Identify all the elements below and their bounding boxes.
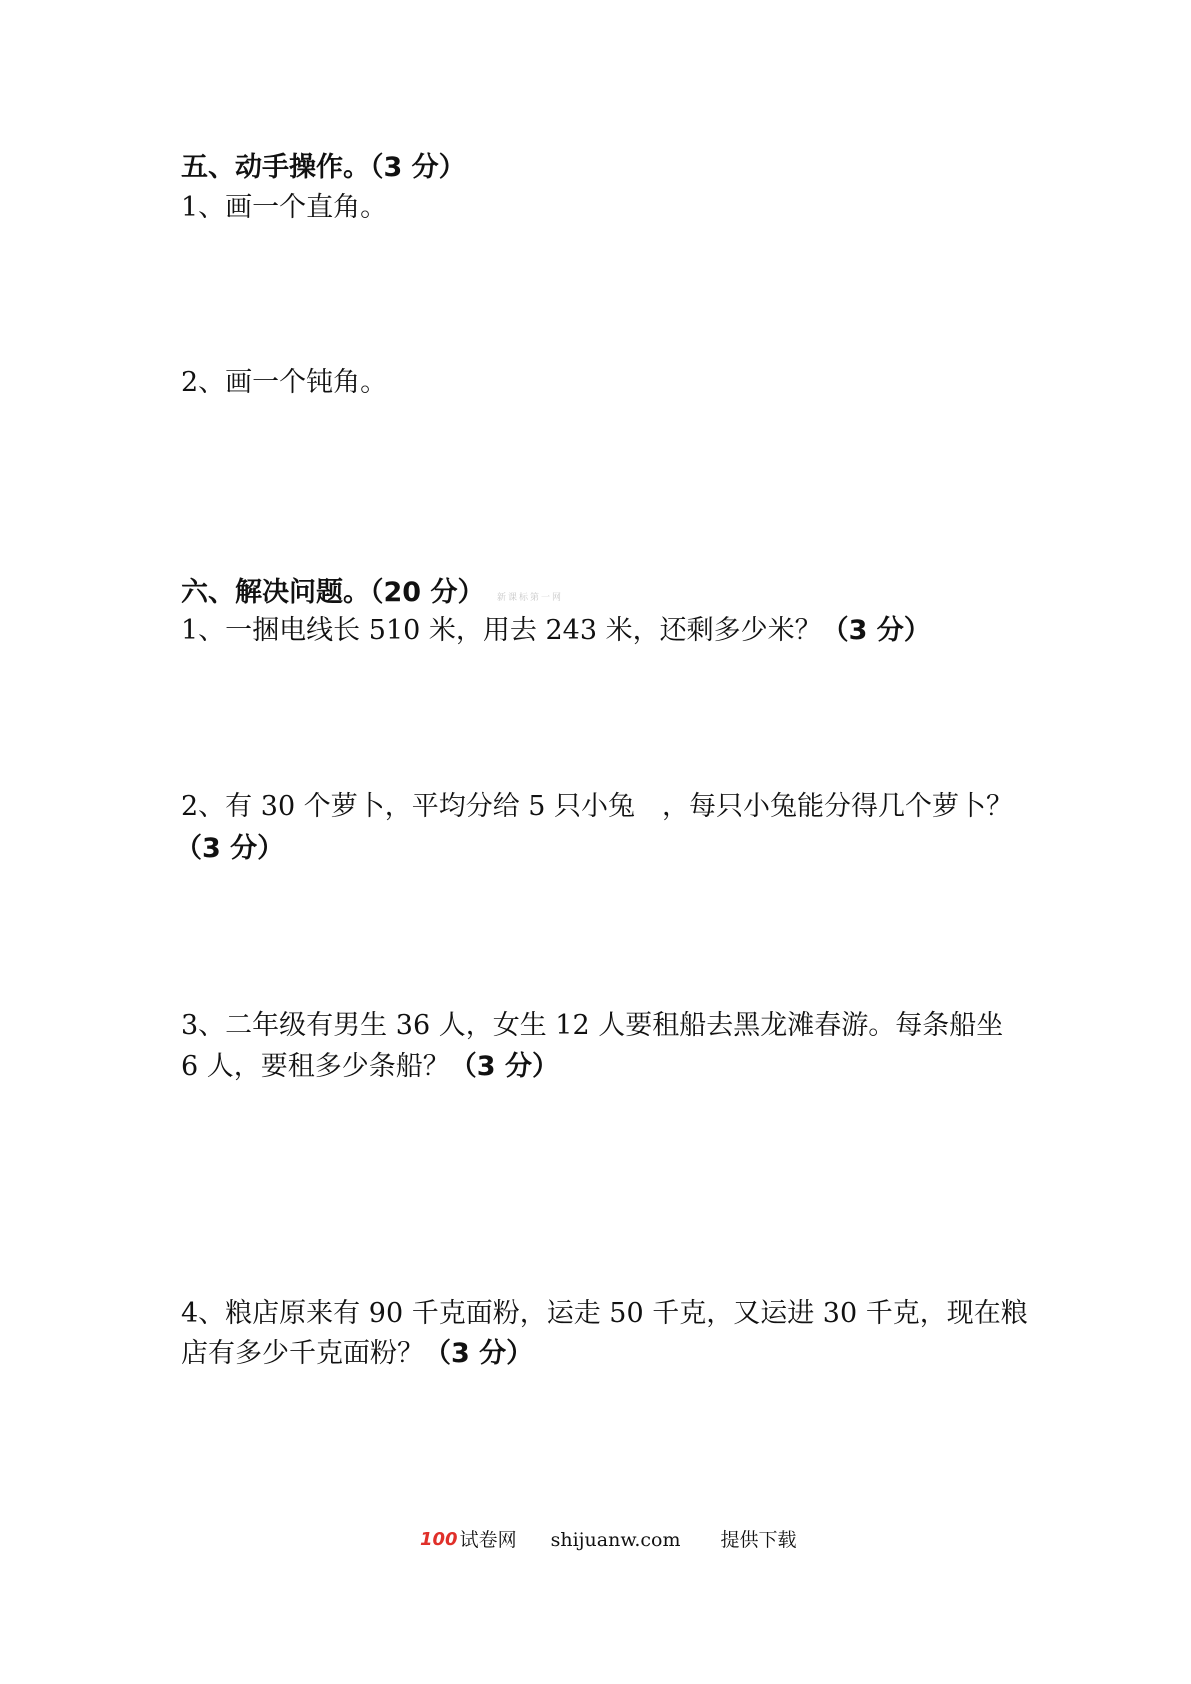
- section-5-heading: [181, 151, 466, 185]
- section-5-title: 五、动手操作。: [181, 152, 370, 183]
- site-slogan: 提供下载: [720, 1529, 797, 1551]
- section-6-question-3-line-1: 3、二年级有男生 36 人，女生 12 人要租船去黑龙滩春游。每条船坐: [181, 1010, 1004, 1041]
- question-1-score: （3 分）: [821, 615, 931, 646]
- question-2-score: （3 分）: [175, 833, 285, 864]
- question-1-text: 1、一捆电线长 510 米，用去 243 米，还剩多少米？: [181, 615, 822, 646]
- question-3-text-line-2: 6 人，要租多少条船？: [181, 1051, 450, 1082]
- section-6-question-1: [181, 614, 931, 648]
- section-6-question-4-line-2: [181, 1337, 533, 1371]
- section-5-question-2: 2、画一个钝角。: [181, 367, 388, 398]
- site-name: 试卷网: [459, 1529, 517, 1551]
- question-4-text-line-2: 店有多少千克面粉？: [181, 1338, 424, 1369]
- section-6-question-3-line-2: [181, 1050, 559, 1084]
- question-4-score: （3 分）: [424, 1338, 534, 1369]
- site-logo-number: 100: [420, 1529, 458, 1550]
- site-domain: shijuanw.com: [550, 1529, 681, 1551]
- question-3-score: （3 分）: [449, 1051, 559, 1082]
- page-footer: [420, 1528, 797, 1552]
- section-5-question-1: 1、画一个直角。: [181, 192, 388, 223]
- section-6-score: （20 分）: [370, 577, 485, 608]
- section-6-question-4-line-1: 4、粮店原来有 90 千克面粉，运走 50 千克，又运进 30 千克，现在粮: [181, 1298, 1028, 1329]
- section-6-heading: [181, 576, 484, 610]
- section-6-title: 六、解决问题。: [181, 577, 370, 608]
- section-6-question-2: 2、有 30 个萝卜，平均分给 5 只小兔 ，每只小兔能分得几个萝卜？: [181, 791, 1014, 822]
- watermark-text: 新课标第一网: [497, 593, 564, 603]
- section-5-score: （3 分）: [370, 152, 466, 183]
